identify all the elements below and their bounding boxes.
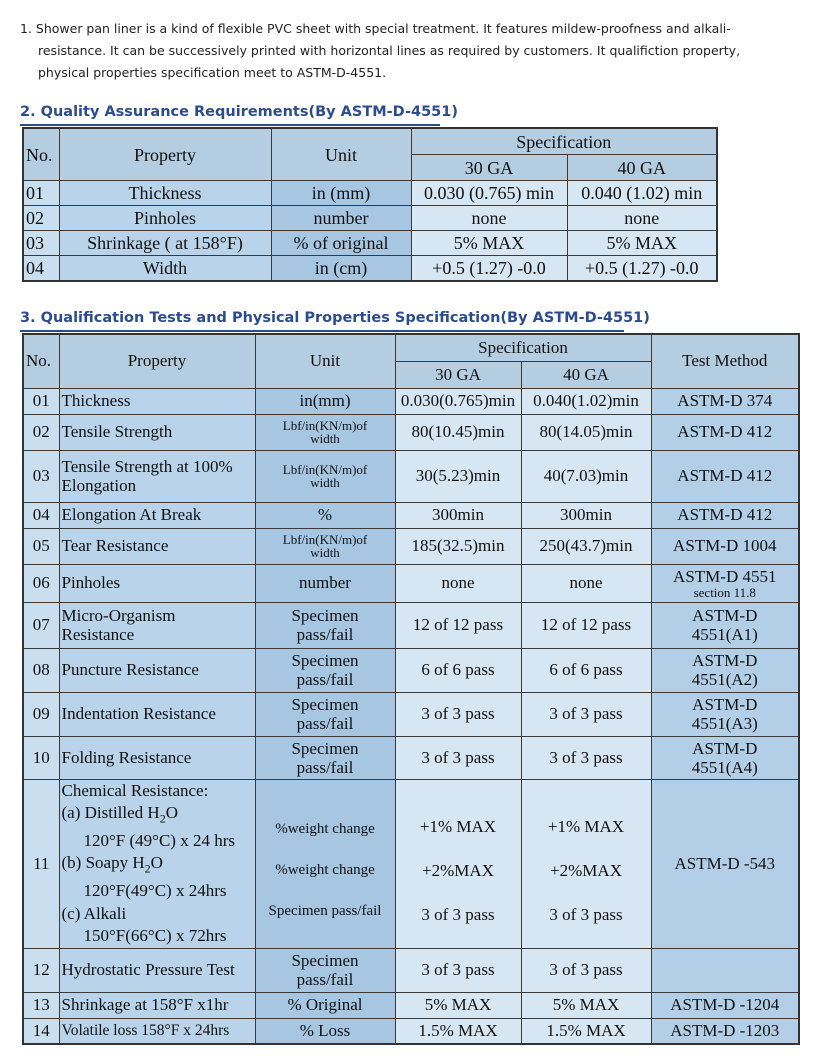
section-3-heading: 3. Qualification Tests and Physical Properties Specification(By ASTM-D-4551) [20,310,650,326]
chemical-c-condition: 150°F(66°C) x 72hrs [83,926,227,946]
row-30ga: none [411,206,567,231]
row-test-method [651,648,799,692]
intro-line-2: resistance. It can be successively printed with horizontal lines as required by customers. It qualifiction property, [38,43,741,58]
table-row [23,1018,799,1044]
row-40ga-a: +1% MAX [547,816,625,836]
table-row [23,779,799,948]
row-unit [255,779,395,948]
col-header-specification: Specification [395,334,651,361]
row-unit [255,528,395,564]
row-test-method: ASTM-D -543 [651,779,799,948]
chemical-b-condition: 120°F(49°C) x 24hrs [83,881,227,901]
col-header-test-method: Test Method [651,334,799,388]
table-row [23,256,717,282]
row-no: 04 [23,256,59,282]
row-test-method [651,948,799,992]
row-unit-line-1: Specimen [291,951,359,971]
row-30ga: none [395,564,521,602]
col-header-40ga: 40 GA [521,361,651,388]
row-40ga: 3 of 3 pass [521,948,651,992]
row-no: 08 [23,648,59,692]
row-30ga: 185(32.5)min [395,528,521,564]
row-30ga: 0.030(0.765)min [395,388,521,414]
row-test-method: ASTM-D 1004 [651,528,799,564]
row-test-method-line-2: 4551(A3) [691,714,758,733]
row-unit-line-2: width [310,475,340,490]
col-header-no: No. [23,128,59,181]
row-test-method [651,564,799,602]
table-row [23,450,799,502]
row-test-method-line-2: 4551(A2) [691,670,758,689]
section-2-heading: 2. Quality Assurance Requirements(By ASTM-D-4551) [20,104,458,120]
row-test-method: ASTM-D 412 [651,502,799,528]
row-no: 03 [23,231,59,256]
row-40ga: 0.040 (1.02) min [567,181,717,206]
col-header-specification: Specification [411,128,717,155]
table-row [23,231,717,256]
row-30ga: +0.5 (1.27) -0.0 [411,256,567,282]
chemical-c-label: (c) Alkali [61,903,127,923]
row-unit: % Original [255,992,395,1018]
row-unit-line-2: pass/fail [296,714,354,733]
row-30ga: 3 of 3 pass [395,692,521,736]
row-unit: % of original [271,231,411,256]
row-test-method [651,692,799,736]
row-property: Shrinkage ( at 158°F) [59,231,271,256]
row-property: Pinholes [59,206,271,231]
row-property-line-2: Resistance [61,625,135,644]
row-test-method-line-1: ASTM-D [692,606,758,625]
row-test-method [651,602,799,648]
row-property: Indentation Resistance [59,692,255,736]
intro-line-3: physical properties specification meet to ASTM-D-4551. [38,65,387,80]
row-test-method: ASTM-D -1204 [651,992,799,1018]
section-3-underline [20,330,624,332]
row-no: 01 [23,181,59,206]
row-40ga: 250(43.7)min [521,528,651,564]
row-30ga: 12 of 12 pass [395,602,521,648]
row-unit [255,602,395,648]
row-no: 09 [23,692,59,736]
row-property [59,602,255,648]
row-30ga: 80(10.45)min [395,414,521,450]
col-header-property: Property [59,128,271,181]
row-30ga: 300min [395,502,521,528]
row-no: 02 [23,414,59,450]
row-no: 07 [23,602,59,648]
row-property: Folding Resistance [59,736,255,779]
row-40ga: 12 of 12 pass [521,602,651,648]
table-row [23,564,799,602]
row-40ga: +0.5 (1.27) -0.0 [567,256,717,282]
row-40ga: 1.5% MAX [521,1018,651,1044]
row-unit [255,414,395,450]
row-unit-c: Specimen pass/fail [268,903,382,920]
chemical-resistance-title: Chemical Resistance: [61,780,209,800]
row-unit [255,736,395,779]
col-header-30ga: 30 GA [395,361,521,388]
chemical-a-label: (a) Distilled $H_2O$ [61,803,178,826]
row-no: 14 [23,1018,59,1044]
qualification-tests-table [22,333,800,1045]
row-no: 10 [23,736,59,779]
table-row [23,602,799,648]
row-property: Width [59,256,271,282]
row-unit-b: %weight change [275,862,375,879]
row-40ga: none [567,206,717,231]
row-unit-line-2: pass/fail [296,970,354,990]
row-property-line-2: Elongation [61,476,137,495]
row-no: 11 [23,779,59,948]
row-40ga: none [521,564,651,602]
row-test-method [651,736,799,779]
row-test-method-line-1: ASTM-D [692,738,758,758]
row-unit-a: %weight change [275,821,375,838]
row-30ga: 5% MAX [411,231,567,256]
row-no: 13 [23,992,59,1018]
row-unit-line-1: Specimen [291,695,359,714]
intro-paragraph [20,18,810,84]
col-header-no: No. [23,334,59,388]
table-row [23,528,799,564]
row-unit [255,648,395,692]
row-40ga: 5% MAX [567,231,717,256]
row-40ga: 5% MAX [521,992,651,1018]
table-row [23,948,799,992]
col-header-property: Property [59,334,255,388]
row-40ga-b: +2%MAX [550,860,622,880]
row-test-method: ASTM-D 374 [651,388,799,414]
table-row [23,502,799,528]
row-test-method-line-2: 4551(A1) [691,625,758,644]
row-no: 01 [23,388,59,414]
row-unit-line-1: Lbf/in(KN/m)of [282,462,368,477]
row-test-method: ASTM-D 412 [651,450,799,502]
row-no: 03 [23,450,59,502]
row-40ga: 80(14.05)min [521,414,651,450]
col-header-30ga: 30 GA [411,155,567,181]
row-property: Tensile Strength [59,414,255,450]
row-40ga-c: 3 of 3 pass [549,904,623,924]
row-40ga: 6 of 6 pass [521,648,651,692]
row-unit-line-2: pass/fail [296,625,354,644]
row-40ga: 3 of 3 pass [521,736,651,779]
quality-assurance-table [22,127,718,282]
row-unit: in(mm) [255,388,395,414]
row-property [59,450,255,502]
row-test-method-line-1: ASTM-D [692,695,758,714]
row-unit-line-1: Specimen [291,606,359,625]
row-unit-line-1: Specimen [291,738,359,758]
row-unit: in (cm) [271,256,411,282]
row-30ga: 3 of 3 pass [395,736,521,779]
row-30ga-c: 3 of 3 pass [421,904,495,924]
row-unit-line-2: pass/fail [296,757,354,777]
row-property: Tear Resistance [59,528,255,564]
row-30ga-b: +2%MAX [422,860,494,880]
row-property: Elongation At Break [59,502,255,528]
table-row [23,388,799,414]
row-unit-line-1: Specimen [291,651,359,670]
table-row [23,181,717,206]
row-property [59,779,255,948]
table-row [23,736,799,779]
row-unit [255,450,395,502]
row-unit: % [255,502,395,528]
row-30ga: 30(5.23)min [395,450,521,502]
table-row [23,692,799,736]
row-property: Hydrostatic Pressure Test [59,948,255,992]
row-30ga: 6 of 6 pass [395,648,521,692]
row-30ga: 3 of 3 pass [395,948,521,992]
row-test-method-line-2: 4551(A4) [691,757,758,777]
row-unit [255,948,395,992]
table-row [23,206,717,231]
row-unit: number [271,206,411,231]
section-2-underline [20,124,440,126]
row-property: Thickness [59,388,255,414]
row-no: 12 [23,948,59,992]
row-30ga-a: +1% MAX [419,816,497,836]
row-test-method-line-1: ASTM-D 4551 [673,567,777,586]
row-no: 02 [23,206,59,231]
row-unit: % Loss [255,1018,395,1044]
row-test-method-line-2: section 11.8 [693,585,756,600]
row-no: 05 [23,528,59,564]
row-no: 04 [23,502,59,528]
row-property: Thickness [59,181,271,206]
chemical-a-condition: 120°F (49°C) x 24 hrs [83,830,235,850]
col-header-40ga: 40 GA [567,155,717,181]
row-unit-line-2: pass/fail [296,670,354,689]
row-unit [255,692,395,736]
row-property: Volatile loss 158°F x 24hrs [59,1018,255,1044]
table-row [23,414,799,450]
row-40ga: 40(7.03)min [521,450,651,502]
row-property-line-1: Tensile Strength at 100% [61,457,233,476]
intro-line-1: 1. Shower pan liner is a kind of flexible PVC sheet with special treatment. It features mildew-proofness and alkali- [20,21,731,36]
row-unit-line-2: width [310,431,340,446]
row-property: Pinholes [59,564,255,602]
row-30ga: 5% MAX [395,992,521,1018]
row-no: 06 [23,564,59,602]
row-test-method: ASTM-D -1203 [651,1018,799,1044]
row-40ga: 3 of 3 pass [521,692,651,736]
chemical-b-label: (b) Soapy $H_2O$ [61,853,163,876]
row-property: Puncture Resistance [59,648,255,692]
row-test-method-line-1: ASTM-D [692,651,758,670]
row-30ga: 1.5% MAX [395,1018,521,1044]
row-30ga [395,779,521,948]
row-unit: number [255,564,395,602]
row-property-line-1: Micro-Organism [61,606,176,625]
row-30ga: 0.030 (0.765) min [411,181,567,206]
row-test-method: ASTM-D 412 [651,414,799,450]
col-header-unit: Unit [255,334,395,388]
row-unit-line-1: Lbf/in(KN/m)of [282,532,368,547]
col-header-unit: Unit [271,128,411,181]
row-unit-line-1: Lbf/in(KN/m)of [282,418,368,433]
row-unit-line-2: width [310,545,340,560]
table-row [23,648,799,692]
row-unit: in (mm) [271,181,411,206]
row-40ga: 300min [521,502,651,528]
row-40ga: 0.040(1.02)min [521,388,651,414]
row-40ga [521,779,651,948]
row-property: Shrinkage at 158°F x1hr [59,992,255,1018]
table-row [23,992,799,1018]
